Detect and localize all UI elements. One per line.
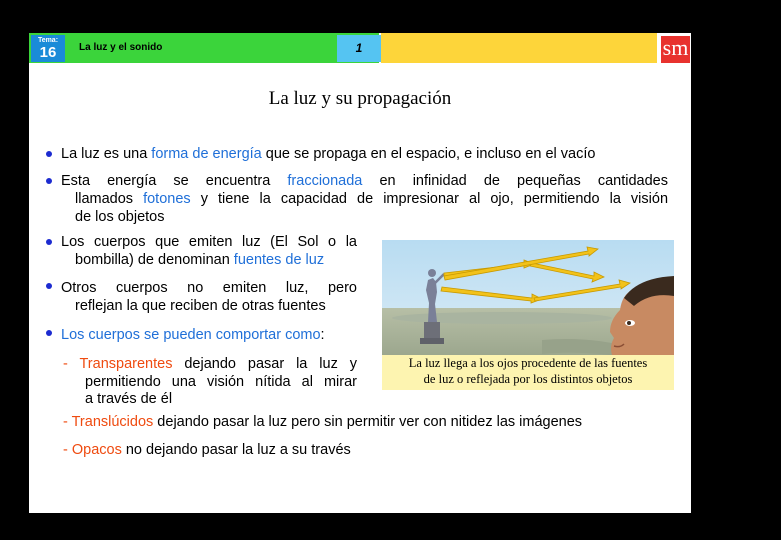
header-yellow-band (381, 33, 781, 88)
bullet-icon (46, 239, 52, 245)
bullet-4-line-2: reflejan la que reciben de otras fuentes (75, 298, 326, 314)
bullet-4-line-1: Otros cuerpos no emiten luz, pero (61, 280, 357, 296)
sm-logo (657, 33, 691, 63)
dash-3-text: - Opacos no dejando pasar la luz a su través (63, 442, 351, 458)
sm-logo-mark: sm (661, 36, 690, 63)
caption-line-1: La luz llega a los ojos procedente de las fuentes (408, 356, 648, 370)
bullet-2-line-1: Esta energía se encuentra fraccionada en infinidad de pequeñas cantidades (61, 173, 668, 189)
dash-1-line-3: a través de él (85, 391, 173, 407)
tema-badge (31, 35, 65, 62)
book-title: Cosmos - Ciencias de la Naturaleza 1º ESO (743, 43, 781, 88)
page-title: La luz y su propagación (268, 88, 452, 109)
tema-number: 16 (39, 44, 57, 61)
bullet-icon (46, 178, 52, 184)
page-number: 1 (337, 35, 381, 62)
unit-title: La luz y el sonido (79, 42, 163, 53)
bullet-2-line-2: llamados fotones y tiene la capacidad de impresionar al ojo, permitiendo la visión (75, 191, 669, 207)
bullet-icon (46, 330, 52, 336)
bullet-icon (46, 151, 52, 157)
dash-1-line-1: - Transparentes dejando pasar la luz y (63, 356, 357, 372)
bullet-1-text: La luz es una forma de energía que se propaga en el espacio, e incluso en el vacío (61, 146, 596, 162)
bullet-3-line-1: Los cuerpos que emiten luz (El Sol o la (61, 234, 357, 250)
dash-2-text: - Translúcidos dejando pasar la luz pero sin permitir ver con nitidez las imágenes (63, 414, 583, 430)
slide (29, 33, 781, 513)
dash-1-line-2: permitiendo una visión nítida al mirar (85, 374, 357, 390)
bullet-3-line-2: bombilla) de denominan fuentes de luz (75, 252, 325, 268)
tema-label: Tema: (37, 37, 59, 44)
bullet-icon (46, 283, 52, 289)
caption-line-2: de luz o reflejada por los distintos objetos (423, 372, 633, 386)
bullet-5-text: Los cuerpos se pueden comportar como: (61, 327, 325, 343)
header-bar (29, 33, 781, 88)
bullet-2-line-3: de los objetos (75, 209, 165, 225)
figure-caption (382, 355, 674, 390)
